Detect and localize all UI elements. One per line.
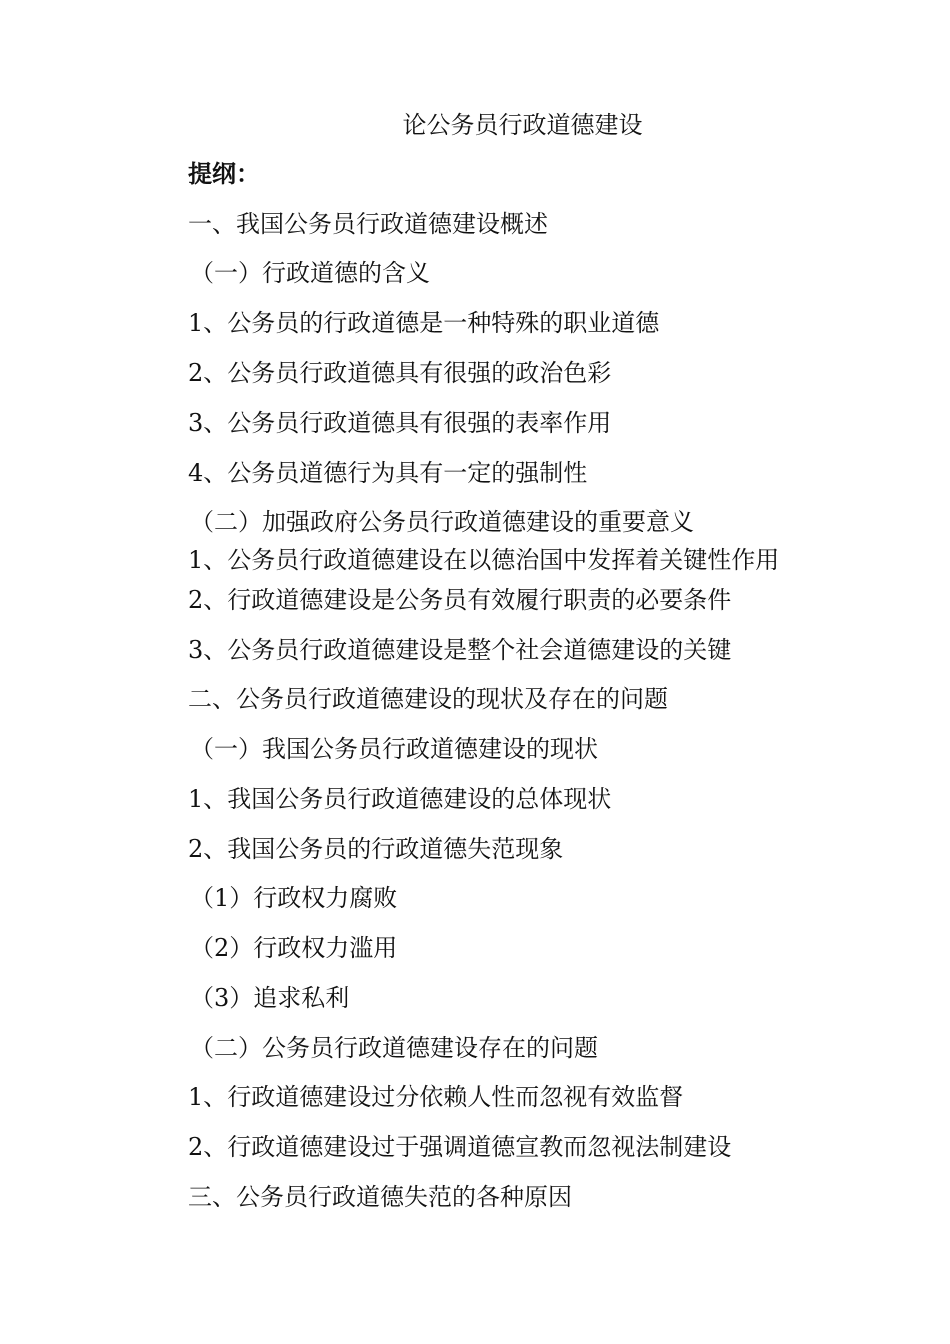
outline-line: 二、公务员行政道德建设的现状及存在的问题 (188, 685, 668, 713)
outline-line: 1、我国公务员行政道德建设的总体现状 (188, 785, 612, 813)
outline-line: 1、公务员行政道德建设在以德治国中发挥着关键性作用 (188, 546, 780, 574)
outline-label: 提纲： (188, 159, 260, 188)
outline-line: 2、公务员行政道德具有很强的政治色彩 (188, 359, 612, 387)
outline-line: 三、公务员行政道德失范的各种原因 (188, 1183, 572, 1211)
outline-line: （3）追求私利 (190, 984, 350, 1012)
outline-line: （二）公务员行政道德建设存在的问题 (190, 1034, 598, 1062)
outline-line: （二）加强政府公务员行政道德建设的重要意义 (190, 508, 694, 536)
outline-line: 2、行政道德建设是公务员有效履行职责的必要条件 (188, 586, 732, 614)
outline-line: （一）我国公务员行政道德建设的现状 (190, 735, 598, 763)
outline-line: （一）行政道德的含义 (190, 259, 430, 287)
document-title: 论公务员行政道德建设 (402, 111, 643, 139)
outline-line: 一、我国公务员行政道德建设概述 (188, 210, 548, 238)
outline-line: （2）行政权力滥用 (190, 934, 398, 962)
outline-line: 1、行政道德建设过分依赖人性而忽视有效监督 (188, 1083, 684, 1111)
outline-line: 2、行政道德建设过于强调道德宣教而忽视法制建设 (188, 1133, 732, 1161)
outline-line: 4、公务员道德行为具有一定的强制性 (188, 459, 588, 487)
outline-line: （1）行政权力腐败 (190, 884, 398, 912)
outline-line: 3、公务员行政道德建设是整个社会道德建设的关键 (188, 636, 732, 664)
outline-line: 1、公务员的行政道德是一种特殊的职业道德 (188, 309, 660, 337)
outline-line: 2、我国公务员的行政道德失范现象 (188, 835, 564, 863)
outline-line: 3、公务员行政道德具有很强的表率作用 (188, 409, 612, 437)
